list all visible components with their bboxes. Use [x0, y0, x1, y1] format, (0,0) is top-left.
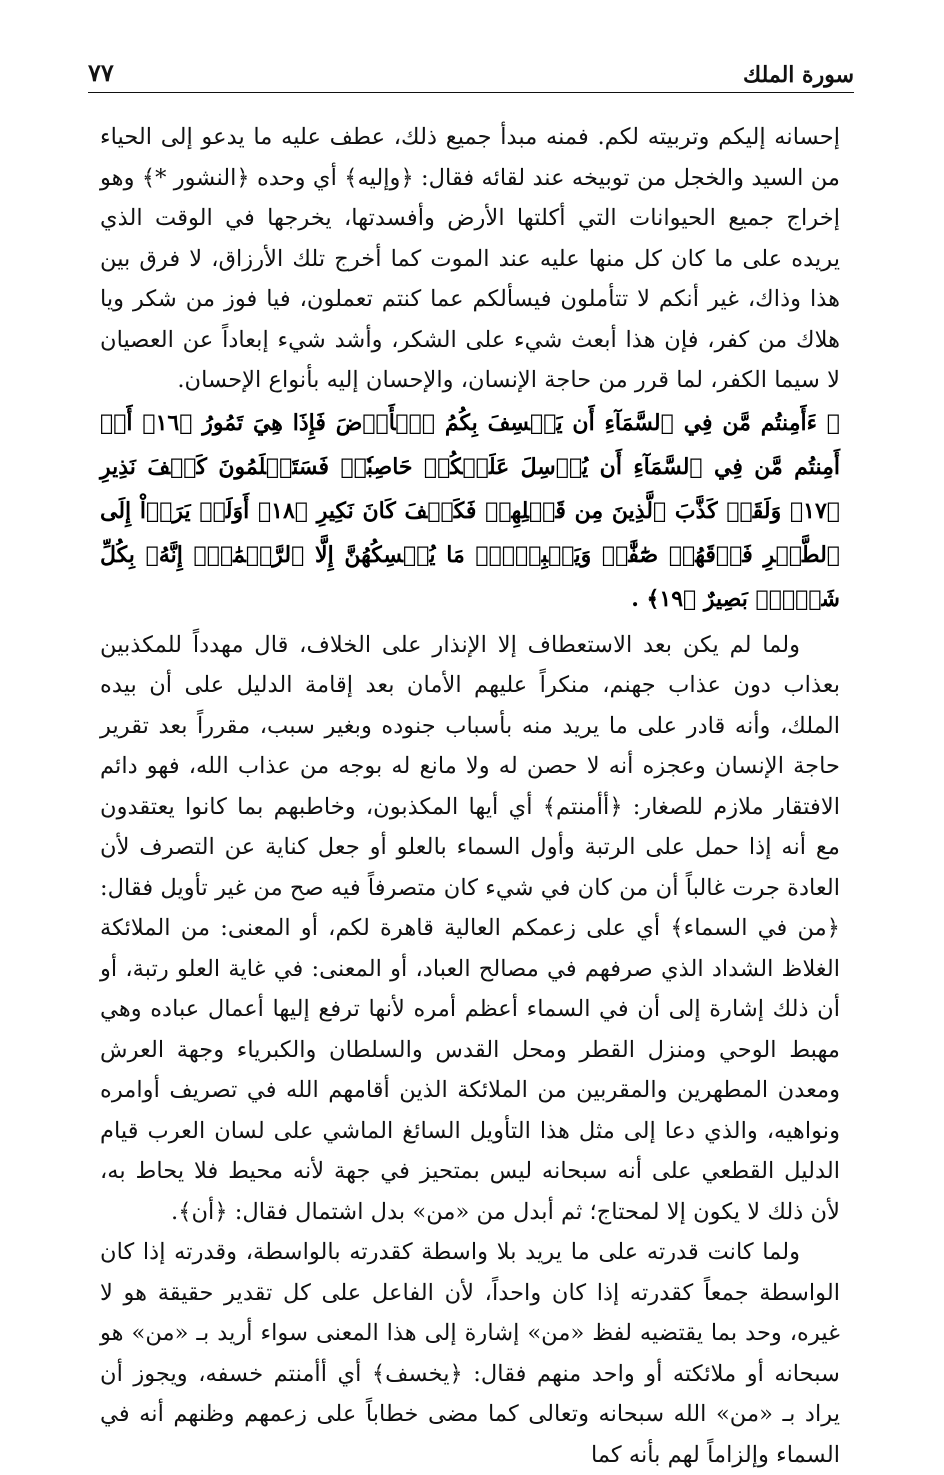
quran-verse-block: ﴿ ءَأَمِنتُم مَّن فِي ٱلسَّمَآءِ أَن يَخۡسِفَ بِكُمُ ٱلۡأَرۡضَ فَإِذَا هِيَ تَمُورُ ﴿١٦﴾ أَمۡ أَمِنتُم مَّن فِي ٱلسَّمَآءِ أَن يُرۡسِلَ عَلَيۡكُمۡ حَاصِبٗاۖ فَسَتَعۡلَمُونَ كَيۡفَ نَذِيرِ ﴿١٧﴾ وَلَقَدۡ كَذَّبَ ٱلَّذِينَ مِن قَبۡلِهِمۡ فَكَيۡفَ كَانَ نَكِيرِ ﴿١٨﴾ أَوَلَمۡ يَرَوۡاْ إِلَى ٱلطَّيۡرِ فَوۡقَهُمۡ صَٰٓفَّٰتٖ وَيَقۡبِضۡنَۚ مَا يُمۡسِكُهُنَّ إِلَّا ٱلرَّحۡمَٰنُۚ إِنَّهُۥ بِكُلِّ شَيۡءِۭ بَصِيرٌ ﴿١٩﴾ . — [100, 409, 840, 612]
page-number: ٧٧ — [88, 58, 114, 87]
paragraph-3: ولما كانت قدرته على ما يريد بلا واسطة كقدرته بالواسطة، وقدرته إذا كان الواسطة جمعاً كقدرته إذا كان واحداً، لأن الفاعل على كل تقدير حقيقة هو لا غيره، وحد بما يقتضيه لفظ «من» إشارة إلى هذا المعنى سواء أريد بـ «من» هو سبحانه أو ملائكته أو واحد منهم فقال: ﴿يخسف﴾ أي أأمنتم خسفه، ويجوز أن يراد بـ «من» الله سبحانه وتعالى كما مضى خطاباً على زعمهم وظنهم أنه في السماء وإلزاماً لهم بأنه كما — [100, 1239, 840, 1468]
main-text — [100, 117, 840, 1475]
page-header — [88, 58, 854, 93]
paragraph-1: إحسانه إليكم وتربيته لكم. فمنه مبدأ جميع ذلك، عطف عليه ما يدعو إلى الحياء من السيد والخجل من توبيخه عند لقائه فقال: ﴿وإليه﴾ أي وحده ﴿النشور *﴾ وهو إخراج جميع الحيوانات التي أكلتها الأرض وأفسدتها، يخرجها في الوقت الذي يريده على ما كان كل منها عليه عند الموت كما أخرج تلك الأرزاق، لا فرق بين هذا وذاك، غير أنكم لا تتأملون فيسألكم عما كنتم تعملون، فيا فوز من شكر ويا هلاك من كفر، فإن هذا أبعث شيء على الشكر، وأشد شيء إبعاداً عن العصيان لا سيما الكفر، لما قرر من حاجة الإنسان، والإحسان إليه بأنواع الإحسان. — [100, 124, 840, 393]
paragraph-2: ولما لم يكن بعد الاستعطاف إلا الإنذار على الخلاف، قال مهدداً للمكذبين بعذاب دون عذاب جهنم، منكراً عليهم الأمان بعد إقامة الدليل على أن بيده الملك، وأنه قادر على ما يريد منه بأسباب جنوده وبغير سبب، مقرراً بعد تقرير حاجة الإنسان وعجزه أنه لا حصن له ولا مانع له بوجه من عذاب الله، فهو دائم الافتقار ملازم للصغار: ﴿أأمنتم﴾ أي أيها المكذبون، وخاطبهم بما كانوا يعتقدون مع أنه إذا حمل على الرتبة وأول السماء بالعلو أو جعل كناية عن التصرف لأن العادة جرت غالباً أن من كان في شيء كان متصرفاً فيه صح من غير تأويل فقال: ﴿من في السماء﴾ أي على زعمكم العالية قاهرة لكم، أو المعنى: من الملائكة الغلاظ الشداد الذي صرفهم في مصالح العباد، أو المعنى: في غاية العلو رتبة، أو أن ذلك إشارة إلى أن في السماء أعظم أمره لأنها ترفع إليها أعمال عباده وهي مهبط الوحي ومنزل القطر ومحل القدس والسلطان والكبرياء وجهة العرش ومعدن المطهرين والمقربين من الملائكة الذين أقامهم الله في تصريف أوامره ونواهيه، والذي دعا إلى مثل هذا التأويل السائغ الماشي على لسان العرب قيام الدليل القطعي على أنه سبحانه ليس بمتحيز في جهة لأنه محيط فلا يحاط به، لأن ذلك لا يكون إلا لمحتاج؛ ثم أبدل من «من» بدل اشتمال فقال: ﴿أن﴾. — [100, 631, 840, 1225]
running-title: سورة الملك — [743, 62, 854, 88]
